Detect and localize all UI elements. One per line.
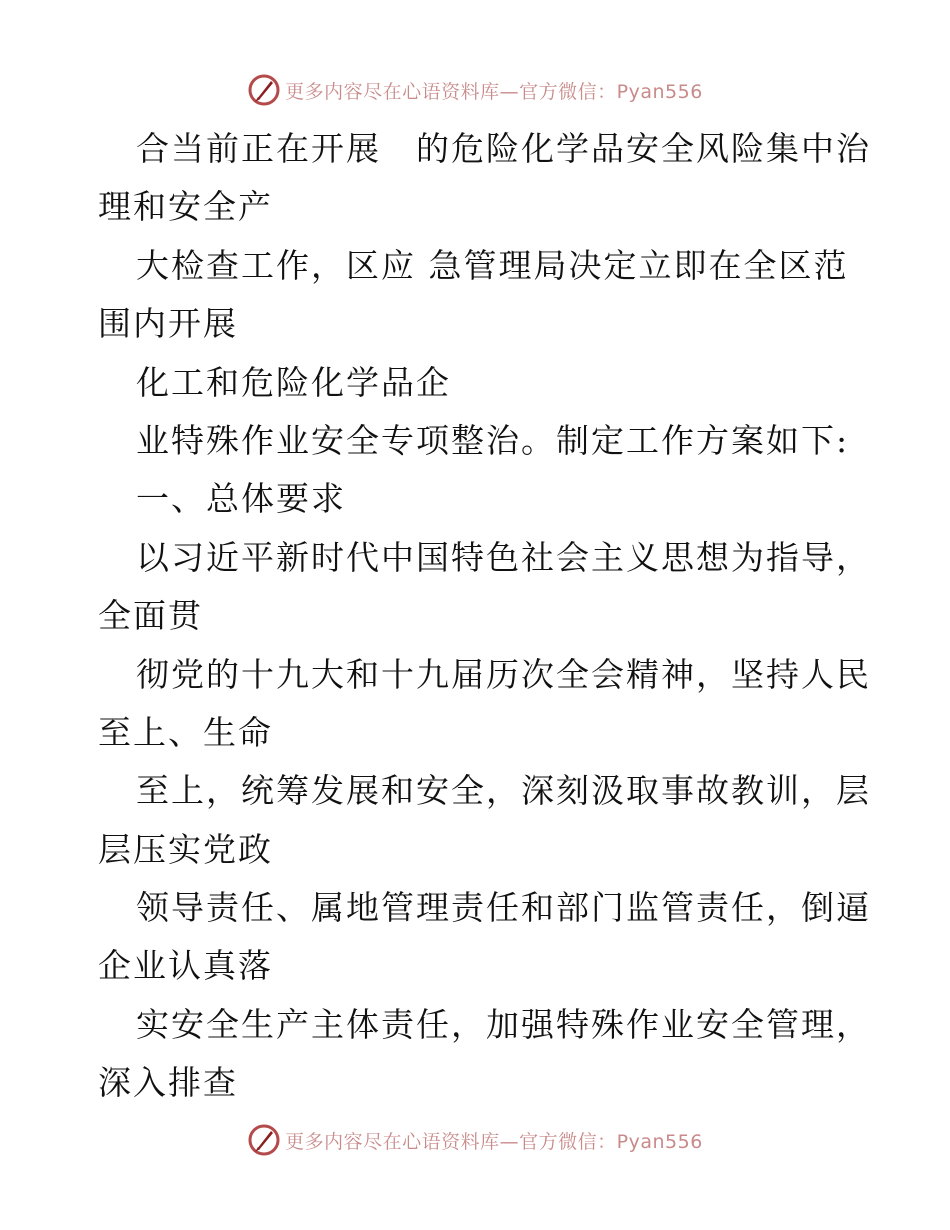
text-line: 实安全生产主体责任，加强特殊作业安全管理，	[136, 1004, 871, 1044]
footer-watermark	[0, 1120, 950, 1160]
text-line: 彻党的十九大和十九届历次全会精神，坚持人民	[136, 654, 871, 694]
text-line: 围内开展	[98, 304, 238, 344]
text-line: 至上、生命	[98, 712, 273, 752]
text-line: 合当前正在开展 的危险化学品安全风险集中治	[136, 129, 871, 168]
text-line: 化工和危险化学品企	[136, 362, 451, 402]
text-line: 深入排查	[98, 1063, 238, 1103]
text-line: 企业认真落	[98, 946, 273, 986]
watermark-text: 更多内容尽在心语资料库—官方微信：Pyan556	[285, 80, 703, 103]
text-line: 以习近平新时代中国特色社会主义思想为指导，	[136, 537, 871, 577]
quill-pen-logo-icon	[247, 73, 281, 107]
text-line: 领导责任、属地管理责任和部门监管责任，倒逼	[136, 888, 871, 928]
header-watermark	[0, 70, 950, 110]
watermark-text: 更多内容尽在心语资料库—官方微信：Pyan556	[285, 1130, 703, 1153]
text-line: 全面贯	[98, 596, 203, 636]
text-line: 至上，统筹发展和安全，深刻汲取事故教训，层	[136, 771, 871, 811]
text-line: 理和安全产	[98, 187, 273, 227]
text-line: 一、总体要求	[136, 479, 346, 519]
text-line: 层压实党政	[98, 829, 273, 869]
quill-pen-logo-icon	[247, 1123, 281, 1157]
text-line: 业特殊作业安全专项整治。制定工作方案如下:	[136, 420, 850, 460]
document-body	[98, 120, 871, 1113]
text-line: 大检查工作，区应 急管理局决定立即在全区范	[136, 245, 849, 285]
